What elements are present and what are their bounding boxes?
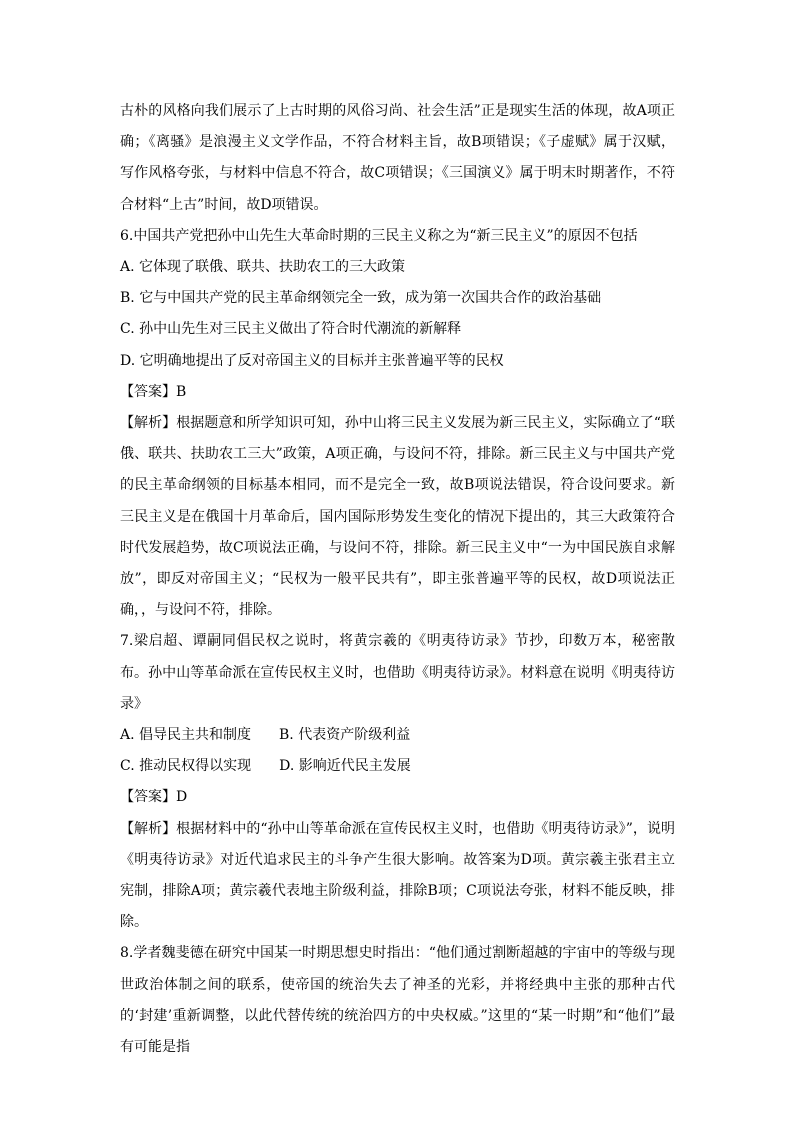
question-6-answer: 【答案】B bbox=[120, 383, 187, 400]
question-7-options-row-2 bbox=[120, 751, 675, 782]
question-7-answer: 【答案】D bbox=[120, 789, 188, 806]
question-8 bbox=[120, 938, 675, 1063]
question-7 bbox=[120, 626, 675, 938]
question-8-stem: 8.学者魏斐德在研究中国某一时期思想史时指出：“他们通过割断超越的宇宙中的等级与现世政治体制之间的联系，使帝国的统治失去了神圣的光彩，并将经典中主张的那种古代的‘封建’重新调整，以此代替传统的统治四方的中央权威。”这里的“某一时期”和“他们”最有可能是指 bbox=[120, 945, 675, 1056]
document-body bbox=[120, 96, 675, 1063]
question-6 bbox=[120, 221, 675, 627]
question-7-analysis: 【解析】根据材料中的“孙中山等革命派在宣传民权主义时，也借助《明夷待访录》”，说明《明夷待访录》对近代追求民主的斗争产生很大影响。故答案为D项。黄宗羲主张君主立宪制，排除A项；黄宗羲代表地主阶级利益，排除B项；C项说法夸张，材料不能反映，排除。 bbox=[120, 820, 675, 931]
question-6-option-d: D. 它明确地提出了反对帝国主义的目标并主张普遍平等的民权 bbox=[120, 352, 504, 369]
question-7-option-c: C. 推动民权得以实现 bbox=[120, 758, 252, 775]
question-6-option-a: A. 它体现了联俄、联共、扶助农工的三大政策 bbox=[120, 259, 406, 276]
intro-analysis-paragraph: 古朴的风格向我们展示了上古时期的风俗习尚、社会生活”正是现实生活的体现，故A项正确；《离骚》是浪漫主义文学作品，不符合材料主旨，故B项错误；《子虚赋》属于汉赋，写作风格夸张，与材料中信息不符合，故C项错误；《三国演义》属于明末时期著作，不符合材料“上古”时间，故D项错误。 bbox=[120, 103, 675, 213]
question-7-stem: 7.梁启超、谭嗣同倡民权之说时，将黄宗羲的《明夷待访录》节抄，印数万本，秘密散布。孙中山等革命派在宣传民权主义时，也借助《明夷待访录》。材料意在说明《明夷待访录》 bbox=[120, 633, 675, 712]
question-6-stem: 6.中国共产党把孙中山先生大革命时期的三民主义称之为“新三民主义”的原因不包括 bbox=[120, 227, 638, 244]
question-7-option-a: A. 倡导民主共和制度 bbox=[120, 727, 252, 744]
question-7-option-d: D. 影响近代民主发展 bbox=[279, 758, 411, 775]
question-6-option-b: B. 它与中国共产党的民主革命纲领完全一致，成为第一次国共合作的政治基础 bbox=[120, 290, 602, 307]
question-6-analysis: 【解析】根据题意和所学知识可知，孙中山将三民主义发展为新三民主义，实际确立了“联俄、联共、扶助农工三大”政策，A项正确，与设问不符，排除。新三民主义与中国共产党的民主革命纲领的目标基本相同，而不是完全一致，故B项说法错误，符合设问要求。新三民主义是在俄国十月革命后，国内国际形势发生变化的情况下提出的，其三大政策符合时代发展趋势，故C项说法正确，与设问不符，排除。新三民主义中“一为中国民族自求解放”，即反对帝国主义；“民权为一般平民共有”，即主张普遍平等的民权，故D项说法正确，，与设问不符，排除。 bbox=[120, 415, 675, 619]
question-7-options-row-1 bbox=[120, 720, 675, 751]
question-6-option-c: C. 孙中山先生对三民主义做出了符合时代潮流的新解释 bbox=[120, 321, 462, 338]
question-7-option-b: B. 代表资产阶级利益 bbox=[279, 727, 411, 744]
